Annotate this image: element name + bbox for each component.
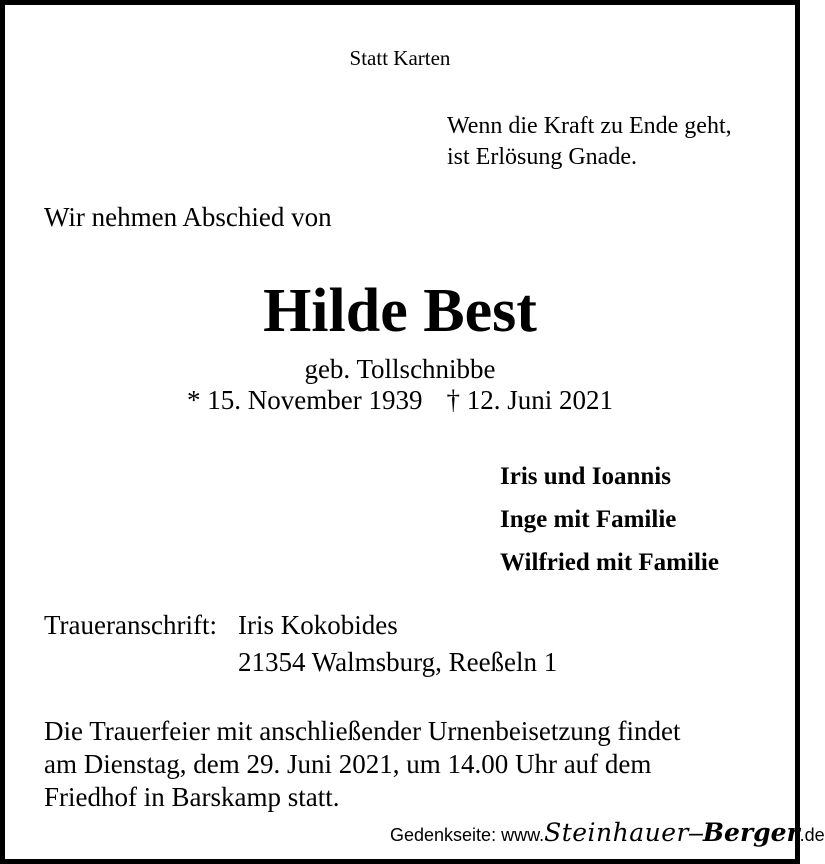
funeral-line-1: Die Trauerfeier mit anschließender Urnenbeisetzung findet bbox=[44, 716, 681, 746]
birth-date: * 15. November 1939 bbox=[187, 385, 423, 415]
mourners-list bbox=[500, 455, 719, 584]
funeral-info bbox=[44, 715, 681, 814]
motto-quote bbox=[447, 111, 732, 173]
address-line-1: Iris Kokobides bbox=[238, 610, 398, 640]
death-date: † 12. Juni 2021 bbox=[446, 385, 613, 415]
mourner-item: Wilfried mit Familie bbox=[500, 549, 719, 576]
footer-domain-suffix: .de bbox=[799, 825, 825, 845]
intro-text: Wir nehmen Abschied von bbox=[44, 202, 332, 232]
brand-logo-part-2: Berger bbox=[702, 818, 800, 847]
brand-logo-separator: – bbox=[689, 819, 703, 847]
motto-line-2: ist Erlösung Gnade. bbox=[447, 144, 637, 170]
mourner-item: Inge mit Familie bbox=[500, 506, 677, 533]
memorial-page-link[interactable] bbox=[390, 816, 825, 852]
statt-karten-note: Statt Karten bbox=[349, 46, 451, 70]
funeral-line-2: am Dienstag, dem 29. Juni 2021, um 14.00 Uhr auf dem bbox=[44, 749, 652, 779]
footer-label: Gedenkseite: www. bbox=[390, 825, 545, 845]
brand-logo-part-1: Steinhauer bbox=[544, 818, 689, 847]
motto-line-1: Wenn die Kraft zu Ende geht, bbox=[447, 113, 732, 139]
address-label: Traueranschrift: bbox=[44, 610, 217, 640]
funeral-line-3: Friedhof in Barskamp statt. bbox=[44, 782, 340, 812]
deceased-name: Hilde Best bbox=[263, 277, 537, 345]
life-dates bbox=[0, 385, 800, 416]
mourner-item: Iris und Ioannis bbox=[500, 463, 671, 490]
address-line-2: 21354 Walmsburg, Reeßeln 1 bbox=[238, 647, 558, 677]
maiden-name: geb. Tollschnibbe bbox=[304, 354, 496, 384]
